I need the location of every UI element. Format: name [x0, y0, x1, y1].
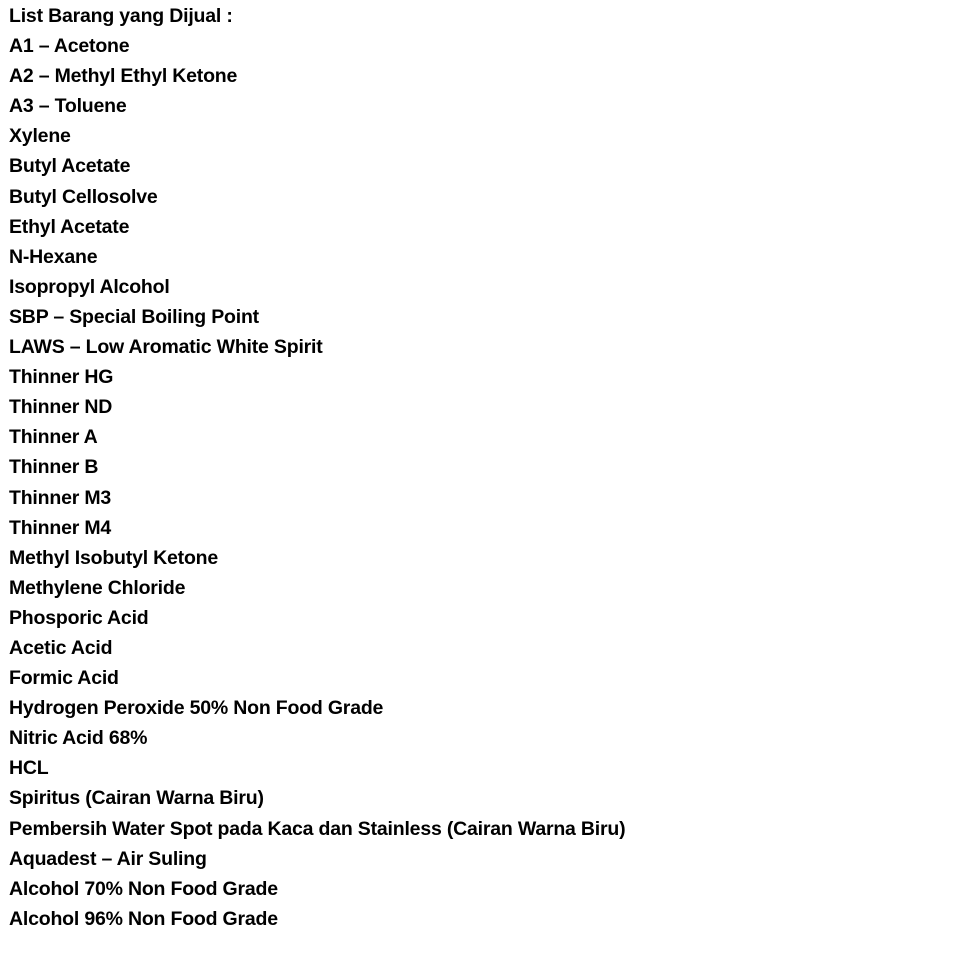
- list-item: Thinner B: [9, 456, 99, 479]
- list-item: Spiritus (Cairan Warna Biru): [9, 787, 264, 810]
- list-item: A2 – Methyl Ethyl Ketone: [9, 65, 238, 88]
- list-item: Hydrogen Peroxide 50% Non Food Grade: [9, 697, 384, 720]
- list-item: LAWS – Low Aromatic White Spirit: [9, 336, 323, 359]
- page-title: List Barang yang Dijual :: [9, 5, 233, 27]
- list-item: Alcohol 96% Non Food Grade: [9, 907, 278, 930]
- list-item: Aquadest – Air Suling: [9, 847, 207, 870]
- list-item: Alcohol 70% Non Food Grade: [9, 877, 278, 900]
- list-item: Phosporic Acid: [9, 606, 149, 629]
- list-item: Formic Acid: [9, 667, 119, 690]
- list-item: A3 – Toluene: [9, 95, 127, 118]
- list-item: Ethyl Acetate: [9, 215, 130, 238]
- list-item: Isopropyl Alcohol: [9, 275, 170, 298]
- product-list: [9, 1, 968, 934]
- list-item: A1 – Acetone: [9, 35, 130, 58]
- list-item: Thinner HG: [9, 366, 114, 389]
- list-item: Thinner ND: [9, 396, 113, 419]
- list-item: Nitric Acid 68%: [9, 727, 148, 750]
- list-item: Methyl Isobutyl Ketone: [9, 546, 219, 569]
- list-item: N-Hexane: [9, 245, 98, 268]
- list-item: Butyl Acetate: [9, 155, 131, 178]
- list-item: Acetic Acid: [9, 636, 113, 659]
- list-item: Thinner A: [9, 426, 98, 449]
- list-item: Xylene: [9, 125, 71, 148]
- list-item: Pembersih Water Spot pada Kaca dan Stainless (Cairan Warna Biru): [9, 817, 626, 840]
- list-item: Thinner M4: [9, 516, 112, 539]
- list-item: Methylene Chloride: [9, 576, 186, 599]
- list-item: Butyl Cellosolve: [9, 185, 158, 208]
- list-item: SBP – Special Boiling Point: [9, 305, 259, 328]
- list-item: HCL: [9, 757, 49, 780]
- list-item: Thinner M3: [9, 486, 112, 509]
